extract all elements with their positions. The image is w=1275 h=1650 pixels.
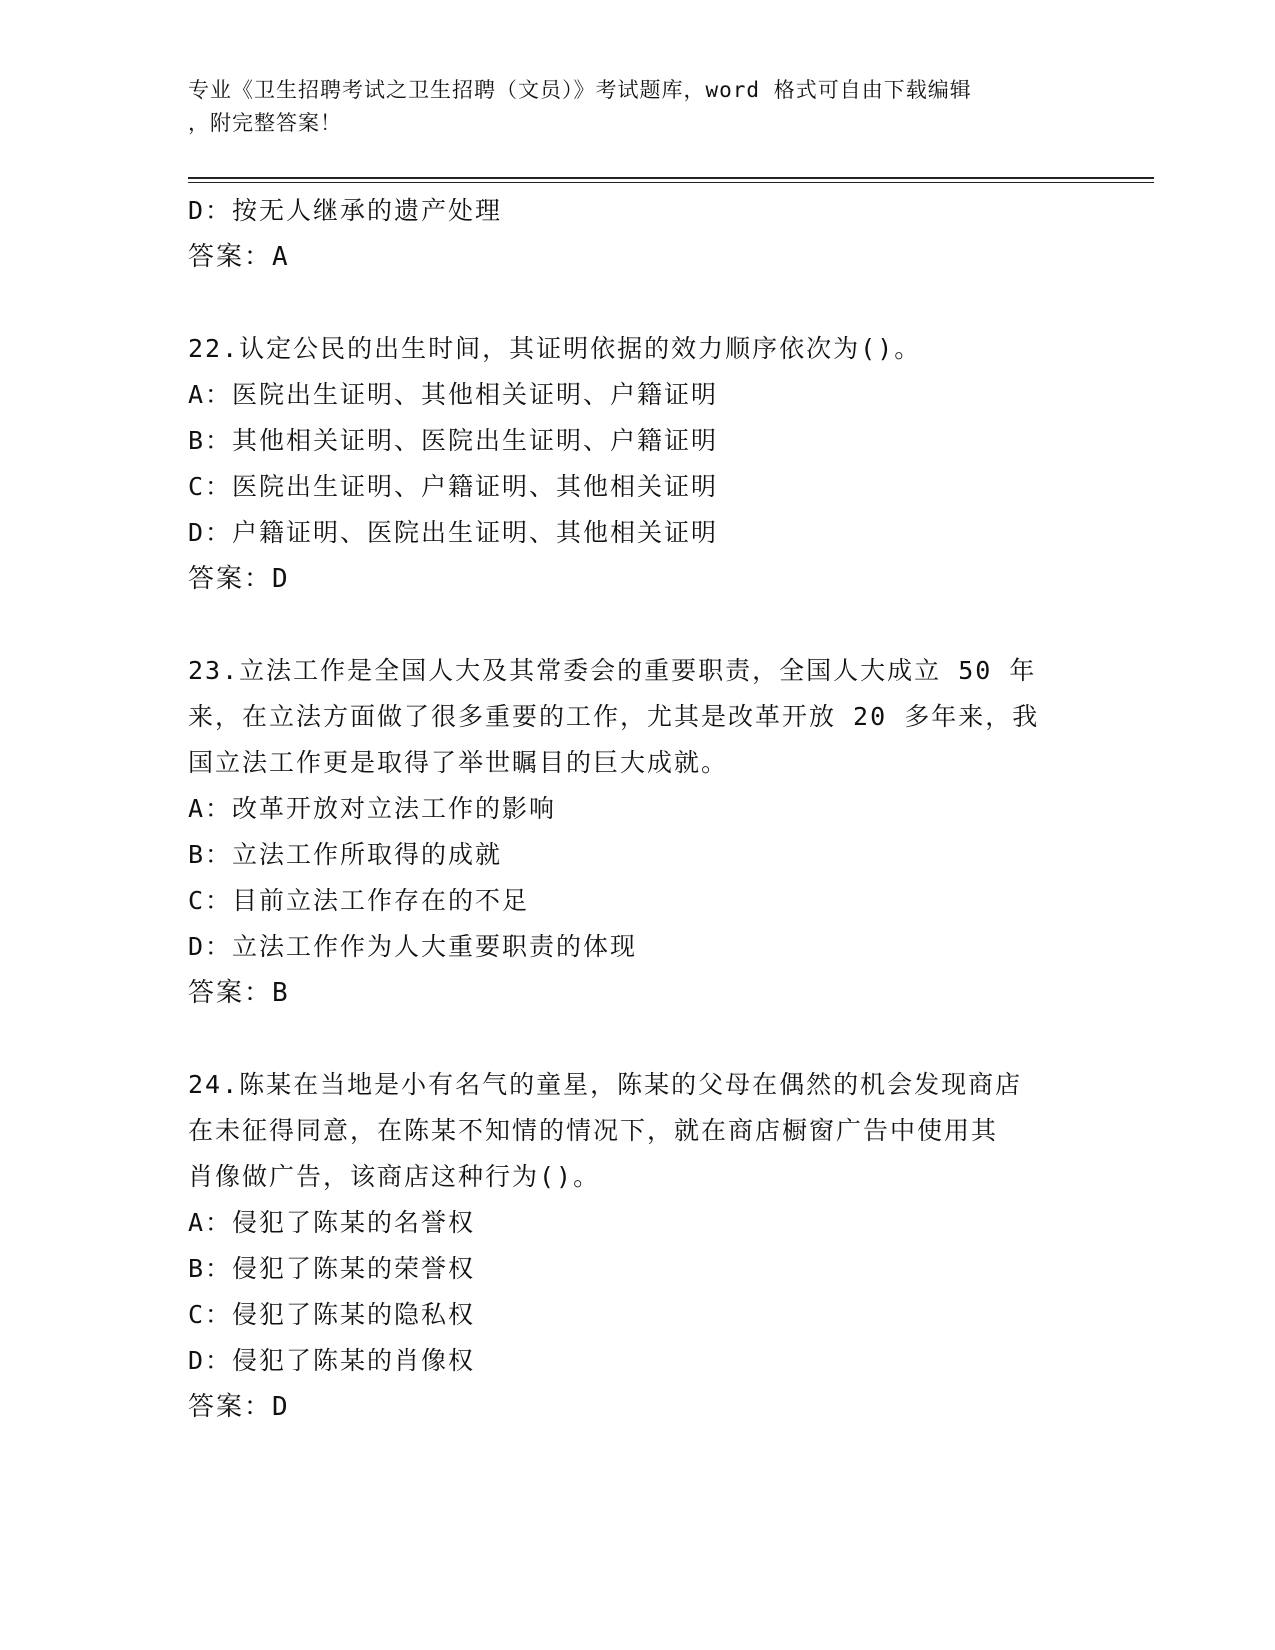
header-line-1: 专业《卫生招聘考试之卫生招聘（文员）》考试题库，word 格式可自由下载编辑 [188, 78, 972, 102]
question-list [188, 188, 1088, 1430]
answer-line: 答案：B [188, 978, 290, 1008]
answer-line: 答案：A [188, 242, 290, 272]
option-a: A：医院出生证明、其他相关证明、户籍证明 [188, 380, 719, 409]
header-divider-thin [188, 182, 1154, 183]
option-c: C：侵犯了陈某的隐私权 [188, 1300, 476, 1329]
question-stem: 肖像做广告，该商店这种行为()。 [188, 1162, 601, 1191]
option-a: A：改革开放对立法工作的影响 [188, 794, 557, 823]
option-c: C：目前立法工作存在的不足 [188, 886, 530, 915]
question-stem: 22.认定公民的出生时间，其证明依据的效力顺序依次为()。 [188, 334, 922, 363]
option-d: D：按无人继承的遗产处理 [188, 196, 503, 225]
spacer [188, 1016, 1088, 1062]
option-b: B：侵犯了陈某的荣誉权 [188, 1254, 476, 1283]
question-stem: 在未征得同意，在陈某不知情的情况下，就在商店橱窗广告中使用其 [188, 1116, 999, 1145]
option-d: D：户籍证明、医院出生证明、其他相关证明 [188, 518, 719, 547]
option-d: D：立法工作作为人大重要职责的体现 [188, 932, 638, 961]
question-stem: 24.陈某在当地是小有名气的童星，陈某的父母在偶然的机会发现商店 [188, 1070, 1023, 1099]
answer-line: 答案：D [188, 1392, 290, 1422]
question-stem: 国立法工作更是取得了举世瞩目的巨大成就。 [188, 748, 729, 777]
question-stem: 23.立法工作是全国人大及其常委会的重要职责，全国人大成立 50 年 [188, 656, 1037, 685]
page-header [188, 74, 1068, 140]
question-22 [188, 326, 1088, 602]
option-b: B：立法工作所取得的成就 [188, 840, 503, 869]
option-c: C：医院出生证明、户籍证明、其他相关证明 [188, 472, 719, 501]
question-stem: 来，在立法方面做了很多重要的工作，尤其是改革开放 20 多年来，我 [188, 702, 1040, 731]
option-a: A：侵犯了陈某的名誉权 [188, 1208, 476, 1237]
spacer [188, 602, 1088, 648]
option-d: D：侵犯了陈某的肖像权 [188, 1346, 476, 1375]
question-21 [188, 188, 1088, 280]
question-24 [188, 1062, 1088, 1430]
spacer [188, 280, 1088, 326]
header-line-2: ，附完整答案！ [188, 111, 342, 135]
header-divider-thick [188, 177, 1154, 179]
question-23 [188, 648, 1088, 1016]
answer-line: 答案：D [188, 564, 290, 594]
option-b: B：其他相关证明、医院出生证明、户籍证明 [188, 426, 719, 455]
